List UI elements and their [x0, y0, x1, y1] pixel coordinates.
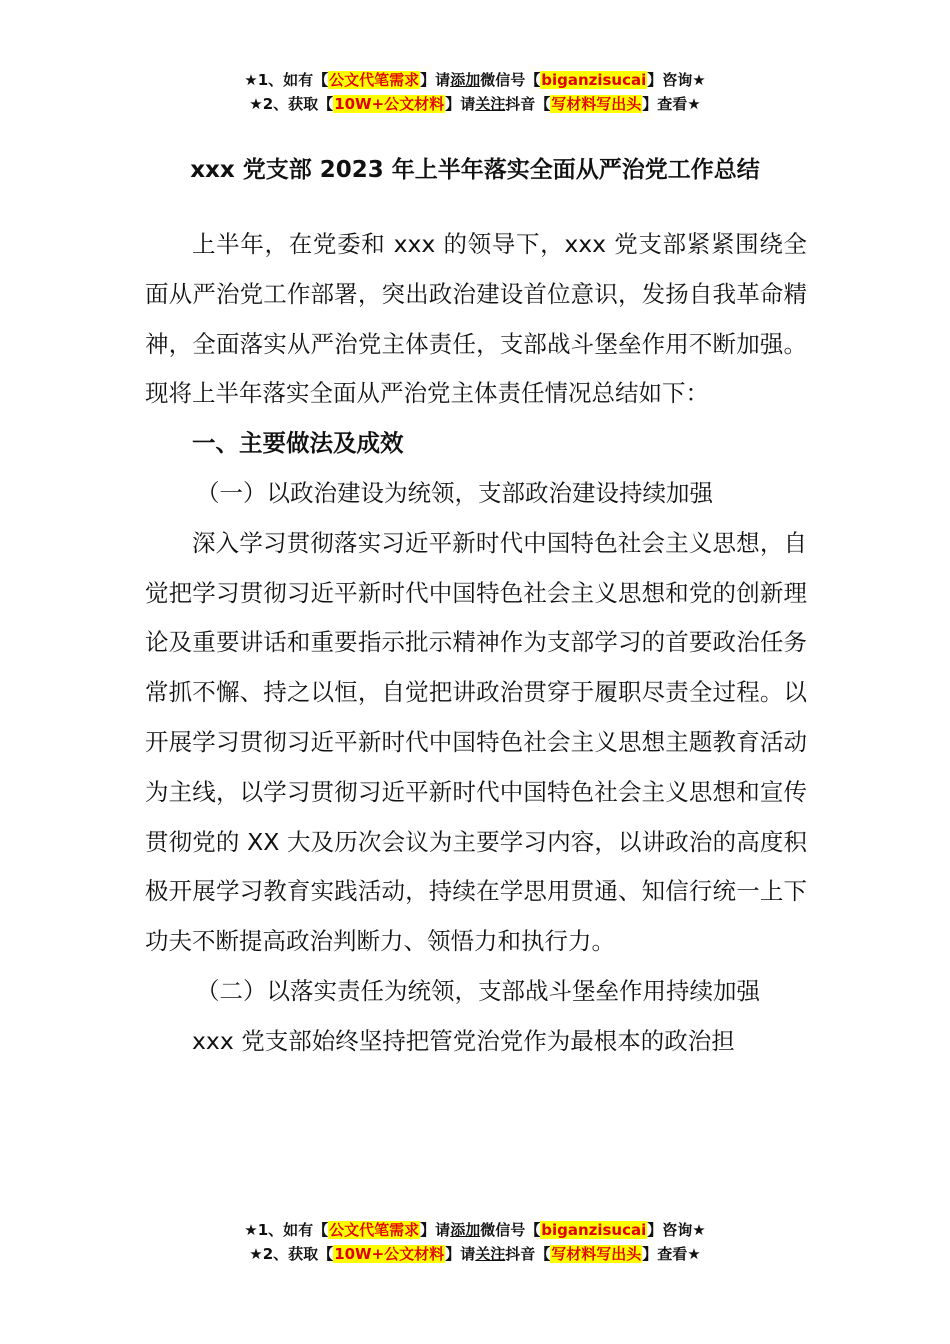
promo-highlight: biganzisucai — [541, 71, 647, 89]
promo-highlight: 写材料写出头 — [551, 1245, 642, 1263]
promo-text: 】请 — [420, 1221, 451, 1239]
promo-text: 微信号【 — [480, 1221, 541, 1239]
subsection-heading: （二）以落实责任为统领，支部战斗堡垒作用持续加强 — [196, 976, 760, 1005]
promo-line-2 — [0, 92, 950, 116]
promo-highlight: 写材料写出头 — [551, 95, 642, 113]
promo-emphasis: 关注 — [475, 95, 506, 113]
body-paragraph: 深入学习贯彻落实习近平新时代中国特色社会主义思想，自觉把学习贯彻习近平新时代中国特色社会主义思想和党的创新理论及重要讲话和重要指示批示精神作为支部学习的首要政治任务常抓不懈、持之以恒，自觉把讲政治贯穿于履职尽责全过程。以开展学习贯彻习近平新时代中国特色社会主义思想主题教育活动为主线，以学习贯彻习近平新时代中国特色社会主义思想和宣传贯彻党的 XX 大及历次会议为主要学习内容，以讲政治的高度积极开展学习教育实践活动，持续在学思用贯通、知信行统一上下功夫不断提高政治判断力、领悟力和执行力。 — [145, 528, 807, 956]
promo-text: ★2、获取【 — [249, 95, 334, 113]
promo-text: 】请 — [420, 71, 451, 89]
promo-text: 】咨询★ — [647, 1221, 706, 1239]
promo-text: 抖音【 — [505, 1245, 551, 1263]
promo-line-1 — [0, 68, 950, 92]
promo-highlight: 10W+公文材料 — [334, 1245, 445, 1263]
promo-emphasis: 添加 — [450, 1221, 481, 1239]
promo-highlight: 10W+公文材料 — [334, 95, 445, 113]
promo-text: 】请 — [445, 95, 476, 113]
promo-text: ★1、如有【 — [244, 71, 329, 89]
section-heading: 一、主要做法及成效 — [192, 429, 404, 458]
promo-line-2 — [0, 1242, 950, 1266]
document-title: xxx 党支部 2023 年上半年落实全面从严治党工作总结 — [190, 157, 760, 183]
promo-text: ★2、获取【 — [249, 1245, 334, 1263]
promo-emphasis: 添加 — [450, 71, 481, 89]
promo-highlight: 公文代笔需求 — [329, 71, 420, 89]
promo-text: 抖音【 — [505, 95, 551, 113]
promo-highlight: 公文代笔需求 — [329, 1221, 420, 1239]
promo-text: 】咨询★ — [647, 71, 706, 89]
promo-text: 】查看★ — [642, 95, 701, 113]
promo-emphasis: 关注 — [475, 1245, 506, 1263]
promo-text: 】请 — [445, 1245, 476, 1263]
header-promo-banner — [0, 68, 950, 116]
promo-text: 微信号【 — [480, 71, 541, 89]
intro-paragraph: 上半年，在党委和 xxx 的领导下，xxx 党支部紧紧围绕全面从严治党工作部署，突出政治建设首位意识，发扬自我革命精神，全面落实从严治党主体责任，支部战斗堡垒作用不断加强。现将上半年落实全面从严治党主体责任情况总结如下： — [145, 230, 807, 408]
document-body — [145, 220, 807, 1067]
subsection-heading: （一）以政治建设为统领，支部政治建设持续加强 — [196, 478, 713, 507]
body-paragraph: xxx 党支部始终坚持把管党治党作为最根本的政治担 — [192, 1026, 735, 1055]
promo-line-1 — [0, 1218, 950, 1242]
promo-highlight: biganzisucai — [541, 1221, 647, 1239]
promo-text: 】查看★ — [642, 1245, 701, 1263]
promo-text: ★1、如有【 — [244, 1221, 329, 1239]
footer-promo-banner — [0, 1218, 950, 1266]
